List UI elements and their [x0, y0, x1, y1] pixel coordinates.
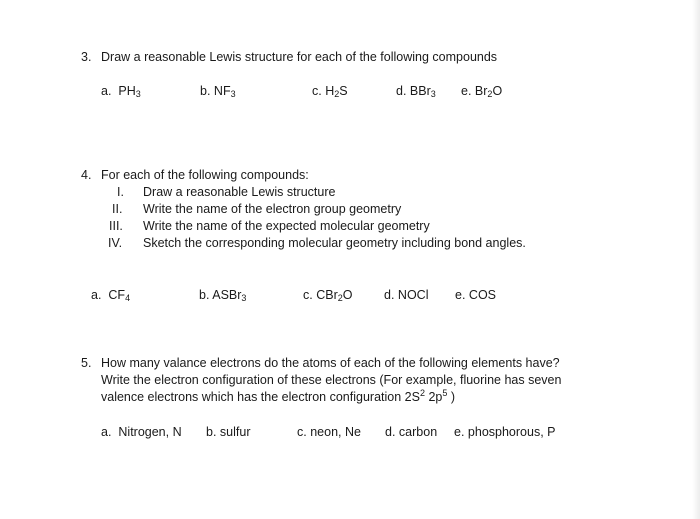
item-label: d.: [384, 288, 395, 302]
formula: $NF_3$: [213, 84, 236, 99]
item-label: b.: [206, 425, 217, 439]
item-label: e.: [454, 425, 465, 439]
q5-item-a: [101, 424, 182, 440]
item-label: c.: [312, 84, 322, 98]
formula: $H_2S$: [325, 84, 348, 99]
item-text: neon, Ne: [310, 425, 361, 439]
item-label: a.: [101, 84, 112, 98]
q3-item-a: [101, 83, 141, 99]
page-edge-shadow: [692, 0, 700, 519]
formula: $CF_4$: [108, 288, 131, 303]
item-label: b.: [200, 84, 211, 98]
item-label: d.: [385, 425, 396, 439]
q5-line1: How many valance electrons do the atoms of each of the following elements have?: [101, 356, 560, 370]
q4-step-numeral: II.: [112, 202, 123, 216]
item-label: a.: [101, 425, 112, 439]
q5-item-b: [206, 424, 251, 440]
q5-item-e: [454, 424, 555, 440]
q5-line2: Write the electron configuration of these electrons (For example, fluorine has seven: [101, 373, 562, 387]
formula: ASBr$_3$: [212, 288, 247, 303]
item-label: a.: [91, 288, 102, 302]
item-label: d.: [396, 84, 407, 98]
q4-item-c: [303, 287, 353, 303]
q4-step-text: Write the name of the expected molecular geometry: [143, 219, 430, 233]
item-text: phosphorous, P: [467, 425, 556, 439]
q5-line3: valence electrons which has the electron configuration $2S^2$ $2p^5$ ): [101, 388, 456, 404]
formula: $Br_2O$: [474, 84, 503, 99]
q3-item-c: [312, 83, 348, 99]
q3-number: 3.: [81, 50, 92, 64]
q3-item-d: [396, 83, 436, 99]
q5-item-c: [297, 424, 361, 440]
item-label: e.: [461, 84, 472, 98]
q4-item-d: [384, 287, 428, 303]
q4-step-numeral: I.: [117, 185, 124, 199]
q3-prompt: Draw a reasonable Lewis structure for each of the following compounds: [101, 50, 498, 64]
q4-step-numeral: III.: [109, 219, 123, 233]
q4-step-text: Sketch the corresponding molecular geometry including bond angles.: [143, 236, 526, 250]
q4-item-a: [91, 287, 130, 303]
q4-number: 4.: [81, 168, 92, 182]
q4-item-e: [455, 287, 496, 303]
item-text: Nitrogen, N: [118, 425, 182, 439]
item-label: c.: [303, 288, 313, 302]
q3-item-b: [200, 83, 236, 99]
q4-step-text: Write the name of the electron group geometry: [143, 202, 402, 216]
formula: NOCl: [397, 288, 429, 302]
item-label: c.: [297, 425, 307, 439]
q5-item-d: [385, 424, 437, 440]
item-text: carbon: [398, 425, 438, 439]
formula: COS: [468, 288, 497, 302]
q4-step-numeral: IV.: [108, 236, 123, 250]
q4-item-b: [199, 287, 246, 303]
q3-item-e: [461, 83, 502, 99]
formula: BBr$_3$: [409, 84, 436, 99]
item-label: e.: [455, 288, 466, 302]
item-label: b.: [199, 288, 210, 302]
formula: $PH_3$: [118, 84, 141, 99]
formula: CBr$_2$O: [316, 288, 353, 303]
q5-number: 5.: [81, 356, 92, 370]
q4-prompt: For each of the following compounds:: [101, 168, 309, 182]
q4-step-text: Draw a reasonable Lewis structure: [143, 185, 336, 199]
item-text: sulfur: [219, 425, 251, 439]
